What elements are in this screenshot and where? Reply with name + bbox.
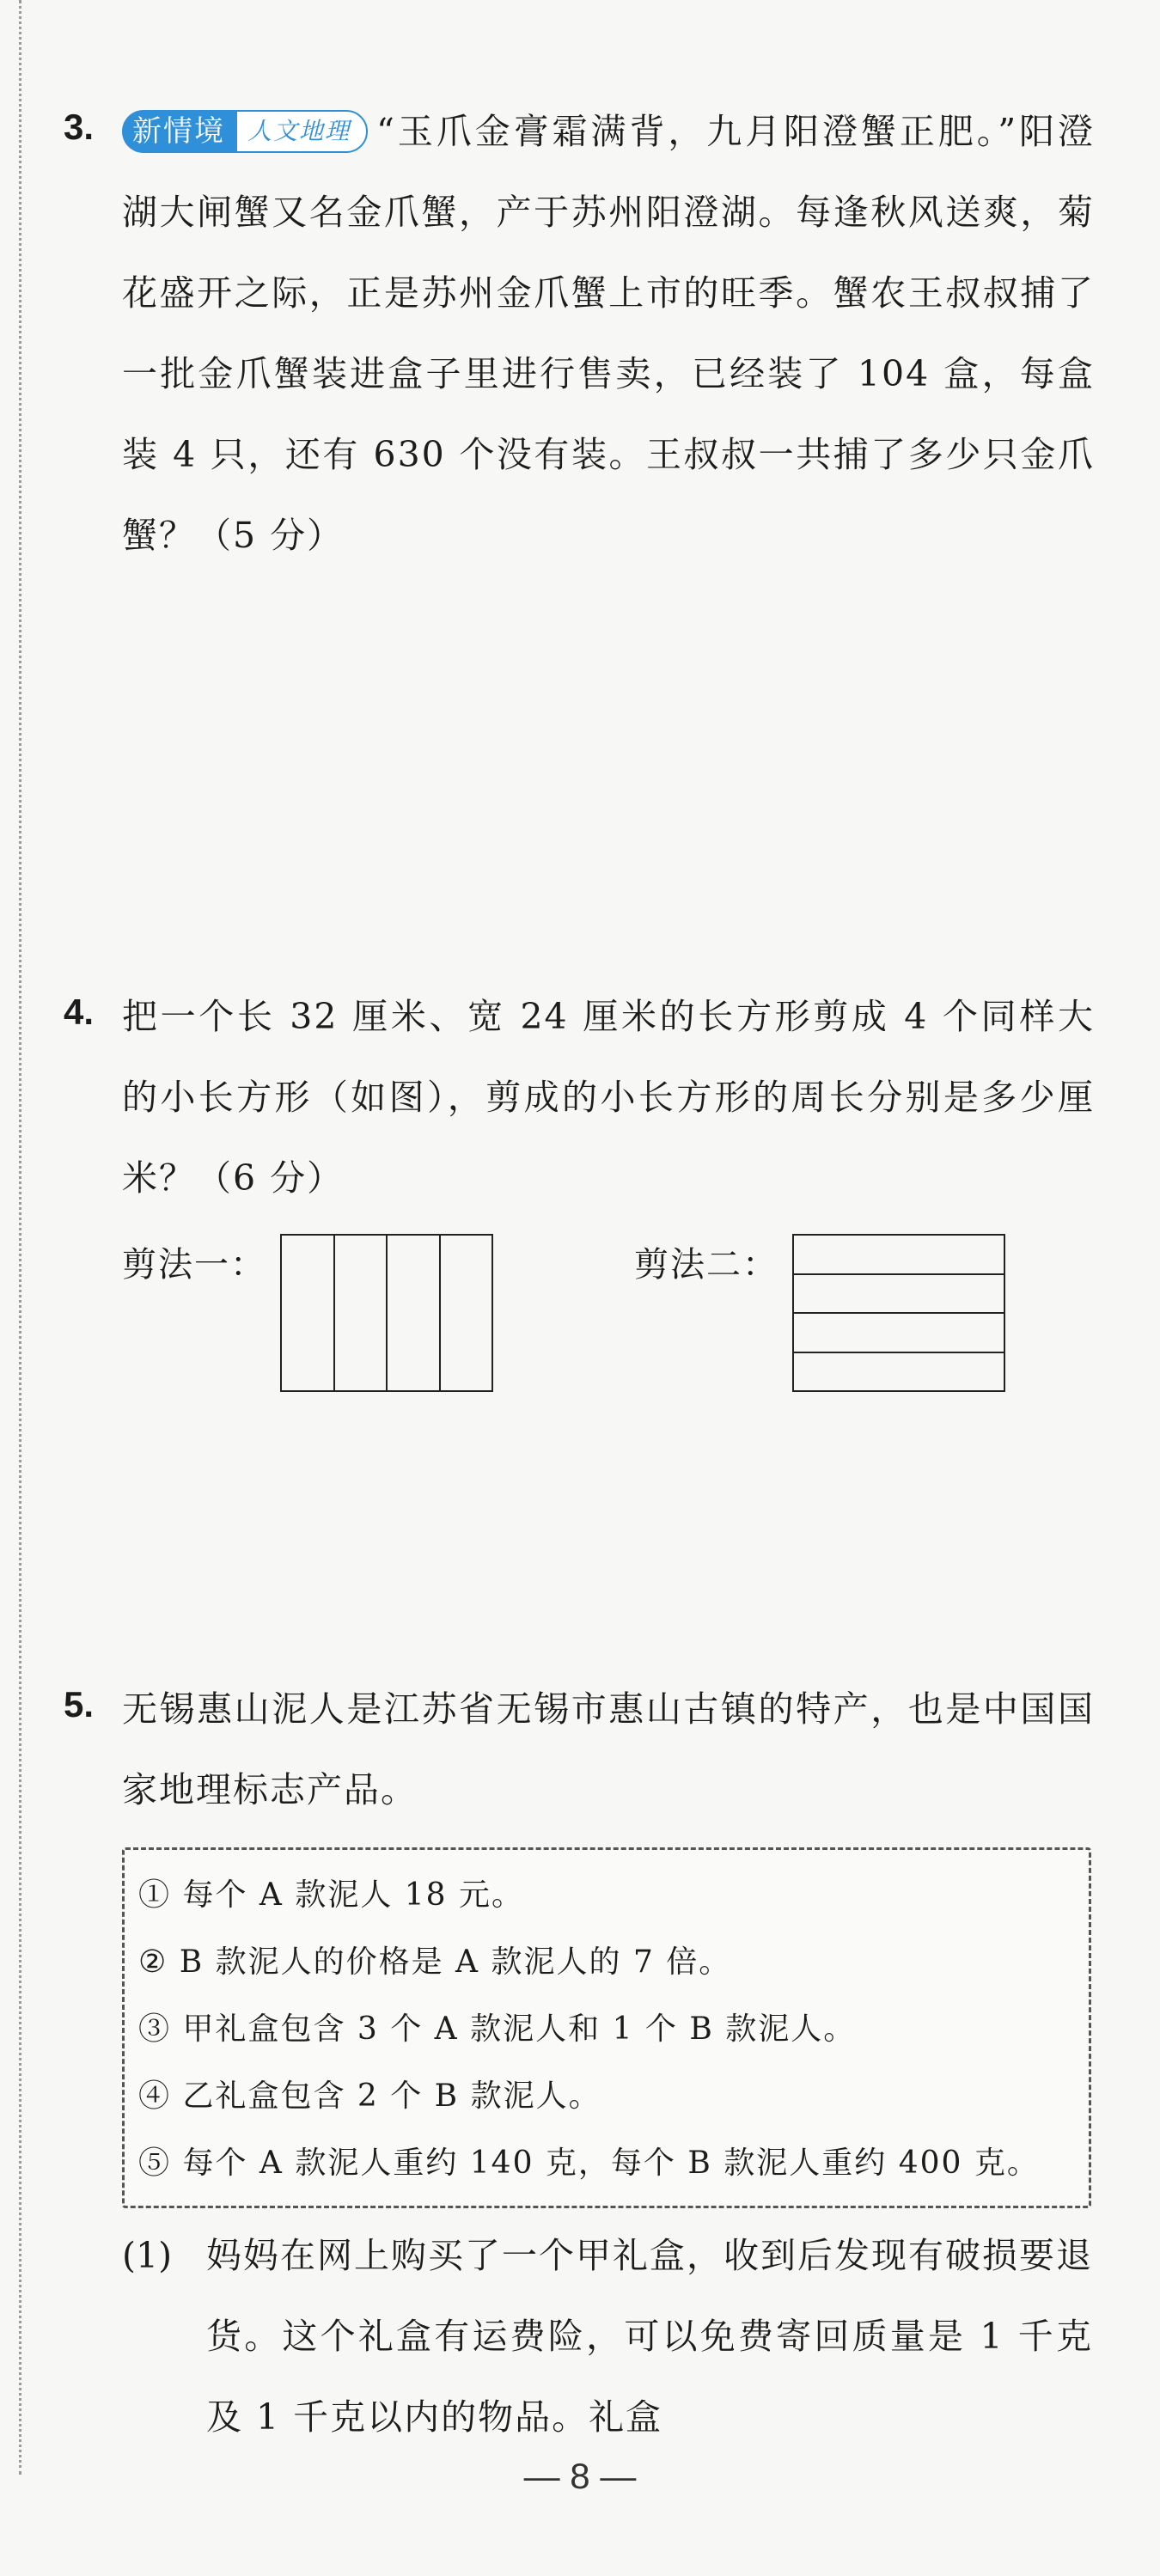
info-box	[122, 1847, 1091, 2208]
strip	[794, 1275, 1004, 1315]
question-4	[64, 976, 1095, 1218]
strip	[794, 1353, 1004, 1391]
method-1-label: 剪法一：	[122, 1245, 266, 1285]
tag-humanities-geography: 人文地理	[235, 110, 368, 153]
strip	[794, 1236, 1004, 1275]
method-1-rectangle	[280, 1234, 493, 1392]
cutting-diagrams	[122, 1234, 1084, 1406]
strip	[441, 1236, 492, 1390]
sub-question-1	[122, 2215, 1093, 2457]
binding-margin-line	[19, 0, 21, 2475]
method-2-label: 剪法二：	[634, 1245, 778, 1285]
strip	[282, 1236, 335, 1390]
info-item-5: ⑤ 每个 A 款泥人重约 140 克，每个 B 款泥人重约 400 克。	[138, 2146, 1040, 2181]
strip	[335, 1236, 388, 1390]
method-2-rectangle	[792, 1234, 1005, 1392]
question-text	[122, 91, 1095, 576]
info-item-4: ④ 乙礼盒包含 2 个 B 款泥人。	[138, 2079, 601, 2114]
question-number: 5.	[64, 1684, 95, 1724]
strip	[794, 1314, 1004, 1353]
question-4-body: 把一个长 32 厘米、宽 24 厘米的长方形剪成 4 个同样大的小长方形（如图），剪成的小长方形的周长分别是多少厘米？（6 分）	[122, 996, 1095, 1199]
strip	[388, 1236, 441, 1390]
info-item-3: ③ 甲礼盒包含 3 个 A 款泥人和 1 个 B 款泥人。	[138, 2011, 857, 2047]
question-5-body: 无锡惠山泥人是江苏省无锡市惠山古镇的特产，也是中国国家地理标志产品。	[122, 1688, 1095, 1810]
sub-question-number: (1)	[122, 2235, 173, 2276]
tag-new-context: 新情境	[122, 110, 235, 153]
info-item-2: ② B 款泥人的价格是 A 款泥人的 7 倍。	[138, 1944, 732, 1980]
question-5	[64, 1669, 1095, 1830]
page-number: — 8 —	[523, 2456, 637, 2496]
question-3-body: “玉爪金膏霜满背，九月阳澄蟹正肥。”阳澄湖大闸蟹又名金爪蟹，产于苏州阳澄湖。每逢秋风送爽，菊花盛开之际，正是苏州金爪蟹上市的旺季。蟹农王叔叔捕了一批金爪蟹装进盒子里进行售卖，已经装了 104 盒，每盒装 4 只，还有 630 个没有装。王叔叔一共捕了多少只金爪蟹？（5 分）	[122, 111, 1095, 556]
sub-question-1-body: 妈妈在网上购买了一个甲礼盒，收到后发现有破损要退货。这个礼盒有运费险，可以免费寄回质量是 1 千克及 1 千克以内的物品。礼盒	[206, 2235, 1093, 2438]
info-item-1: ① 每个 A 款泥人 18 元。	[138, 1877, 525, 1913]
question-3	[64, 91, 1095, 576]
context-tag	[122, 110, 368, 153]
question-number: 4.	[64, 992, 95, 1032]
question-number: 3.	[64, 107, 95, 147]
